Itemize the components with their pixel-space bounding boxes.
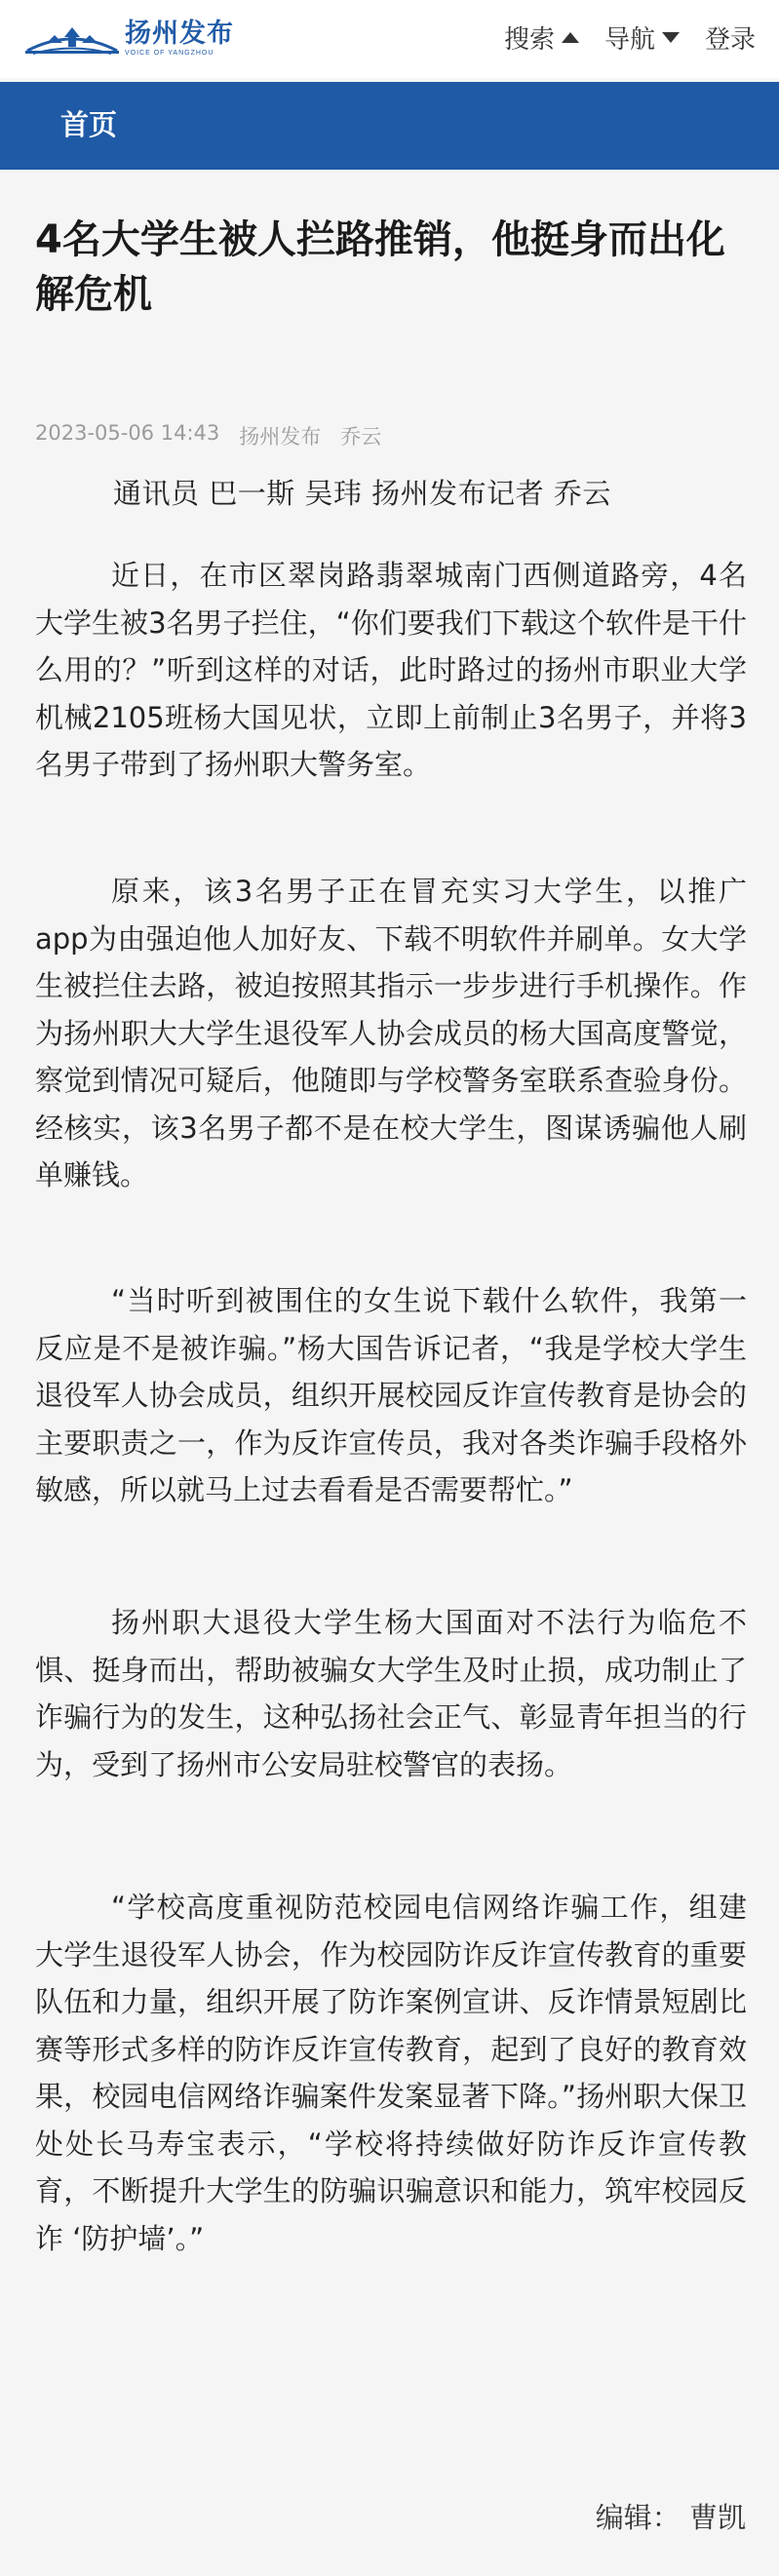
publish-date: 2023-05-06 14:43: [35, 421, 220, 445]
login-label: 登录: [704, 24, 756, 55]
navigation-toggle[interactable]: [604, 20, 680, 56]
article-meta: [35, 421, 401, 450]
site-logo[interactable]: [25, 12, 269, 66]
article-author: 乔云: [340, 425, 382, 449]
logo-text: [125, 20, 234, 59]
article-source: 扬州发布: [239, 425, 322, 449]
home-link[interactable]: 首页: [60, 108, 118, 141]
article-editor: 编辑： 曹凯: [595, 2501, 746, 2534]
home-bar: [0, 82, 779, 170]
article-paragraph: 近日，在市区翠岗路翡翠城南门西侧道路旁，4名大学生被3名男子拦住，“你们要我们下载这个软件是干什么用的？”听到这样的对话，此时路过的扬州市职业大学机械2105班杨大国见状，立即上前制止3名男子，并将3名男子带到了扬州职大警务室。: [35, 559, 747, 781]
article-paragraph: “学校高度重视防范校园电信网络诈骗工作，组建大学生退役军人协会，作为校园防诈反诈宣传教育的重要队伍和力量，组织开展了防诈案例宣讲、反诈情景短剧比赛等形式多样的防诈反诈宣传教育，起到了良好的教育效果，校园电信网络诈骗案件发案显著下降。”扬州职大保卫处处长马寿宝表示，“学校将持续做好防诈反诈宣传教育，不断提升大学生的防骗识骗意识和能力，筑牢校园反诈 ‘防护墙’。”: [35, 1891, 747, 2255]
navigation-label: 导航: [604, 24, 655, 55]
login-link[interactable]: [705, 20, 756, 56]
article-byline: 通讯员 巴一斯 吴玮 扬州发布记者 乔云: [113, 477, 611, 510]
article-title: 4名大学生被人拦路推销，他挺身而出化解危机: [35, 217, 725, 317]
article-paragraph: “当时听到被围住的女生说下载什么软件，我第一反应是不是被诈骗。”杨大国告诉记者，“我是学校大学生退役军人协会成员，组织开展校园反诈宣传教育是协会的主要职责之一，作为反诈宣传员，我对各类诈骗手段格外敏感，所以就马上过去看看是否需要帮忙。”: [35, 1284, 747, 1506]
article-paragraph: 原来，该3名男子正在冒充实习大学生，以推广app为由强迫他人加好友、下载不明软件并刷单。女大学生被拦住去路，被迫按照其指示一步步进行手机操作。作为扬州职大大学生退役军人协会成员的杨大国高度警觉，察觉到情况可疑后，他随即与学校警务室联系查验身份。经核实，该3名男子都不是在校大学生，图谋诱骗他人刷单赚钱。: [35, 875, 747, 1191]
logo-name: 扬州发布: [125, 19, 234, 49]
search-label: 搜索: [503, 24, 555, 55]
top-header: [0, 0, 779, 78]
logo-subtitle: VOICE OF YANGZHOU: [125, 50, 214, 57]
yangzhou-skyline-logo-icon: [25, 21, 119, 57]
header-nav: [479, 0, 756, 74]
article-paragraph: 扬州职大退役大学生杨大国面对不法行为临危不惧、挺身而出，帮助被骗女大学生及时止损，成功制止了诈骗行为的发生，这种弘扬社会正气、彰显青年担当的行为，受到了扬州市公安局驻校警官的表扬。: [35, 1606, 747, 1781]
caret-down-icon: [662, 32, 680, 43]
search-toggle[interactable]: [504, 20, 579, 56]
caret-up-icon: [562, 32, 579, 43]
